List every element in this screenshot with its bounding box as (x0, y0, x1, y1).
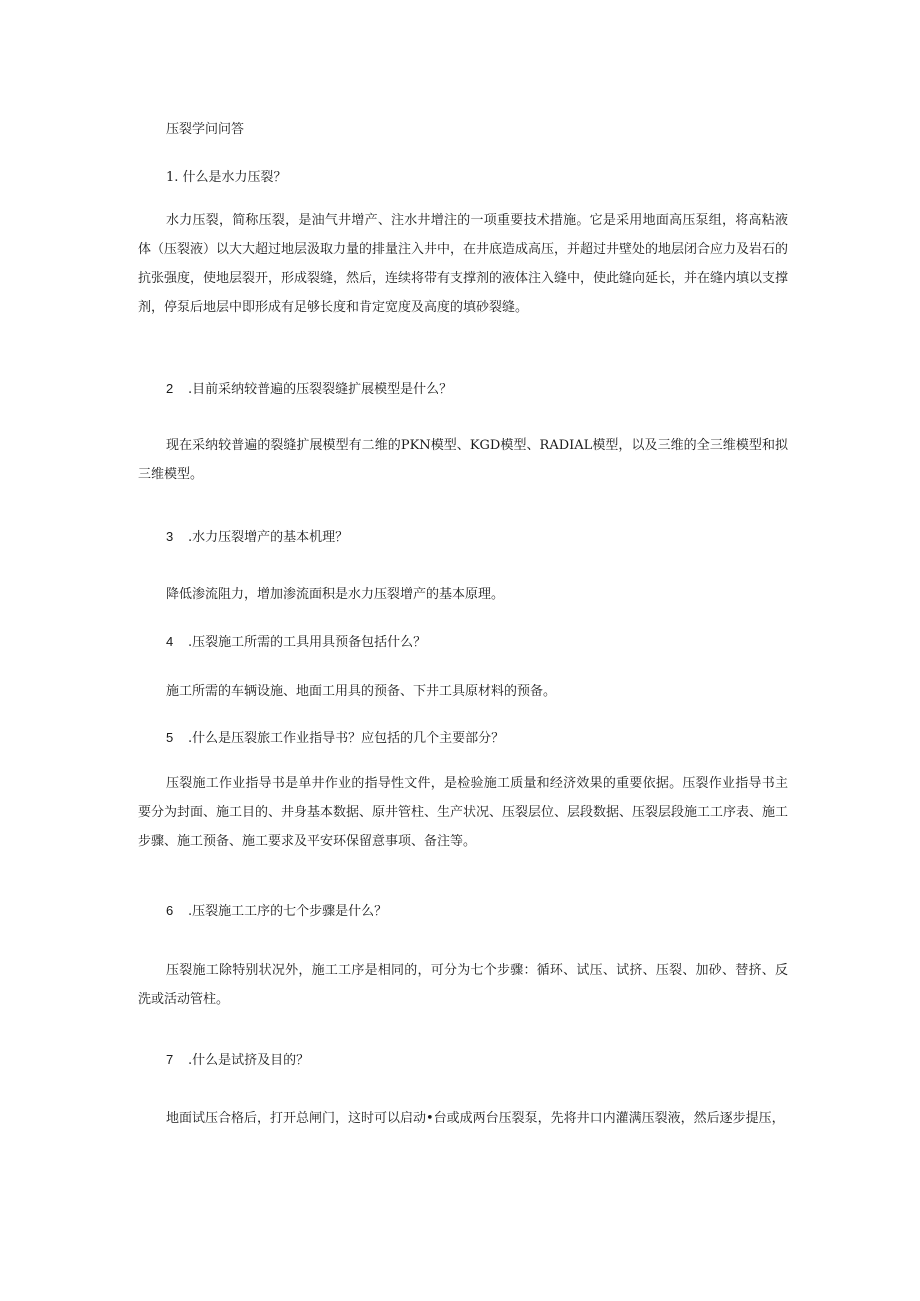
question-3 (166, 529, 348, 546)
question-number: 2 (166, 381, 174, 396)
question-2 (166, 381, 452, 398)
question-7 (166, 1052, 309, 1069)
question-number: 7 (166, 1052, 174, 1067)
question-text: .压裂施工所需的工具用具预备包括什么？ (188, 635, 427, 650)
question-number: 5 (166, 730, 174, 745)
answer-3: 降低渗流阻力，增加渗流面积是水力压裂增产的基本原理。 (166, 587, 505, 602)
question-1: 1. 什么是水力压裂？ (166, 170, 287, 185)
question-text: .目前采纳较普遍的压裂裂缝扩展模型是什么？ (188, 382, 453, 397)
page-title: 压裂学问问答 (166, 122, 245, 137)
answer-2: 现在采纳较普遍的裂缝扩展模型有二维的PKN模型、KGD模型、RADIAL模型，以及三维的全三维模型和拟三维模型。 (138, 438, 788, 482)
question-6 (166, 903, 387, 920)
question-text: .水力压裂增产的基本机理？ (188, 530, 349, 545)
question-text: .什么是压裂旅工作业指导书？应包括的几个主要部分？ (188, 731, 505, 746)
question-5 (166, 730, 504, 747)
answer-6: 压裂施工除特别状况外，施工工序是相同的，可分为七个步骤：循环、试压、试挤、压裂、加砂、替挤、反洗或活动管柱。 (138, 963, 788, 1007)
question-number: 6 (166, 903, 174, 918)
question-text: .什么是试挤及目的？ (188, 1053, 310, 1068)
answer-7: 地面试压合格后，打开总闸门，这时可以启动•台或成两台压裂泵，先将井口内灌满压裂液，然后逐步提压， (166, 1111, 785, 1126)
answer-1: 水力压裂，简称压裂，是油气井增产、注水井增注的一项重要技术措施。它是采用地面高压泵组，将高粘液体（压裂液）以大大超过地层汲取力量的排量注入井中，在井底造成高压，并超过井壁处的地层闭合应力及岩石的抗张强度，使地层裂开，形成裂缝，然后，连续将带有支撑剂的液体注入缝中，使此缝向延长，并在缝内填以支撑剂，停泵后地层中即形成有足够长度和肯定宽度及高度的填砂裂缝。 (138, 213, 789, 315)
question-number: 4 (166, 634, 174, 649)
question-4 (166, 634, 426, 651)
answer-4: 施工所需的车辆设施、地面工用具的预备、下井工具原材料的预备。 (166, 684, 557, 699)
question-number: 3 (166, 529, 174, 544)
answer-5: 压裂施工作业指导书是单井作业的指导性文件，是检验施工质量和经济效果的重要依据。压裂作业指导书主要分为封面、施工目的、井身基本数据、原井管柱、生产状况、压裂层位、层段数据、压裂层段施工工序表、施工步骤、施工预备、施工要求及平安环保留意事项、备注等。 (138, 776, 789, 849)
question-text: .压裂施工工序的七个步骤是什么？ (188, 904, 388, 919)
